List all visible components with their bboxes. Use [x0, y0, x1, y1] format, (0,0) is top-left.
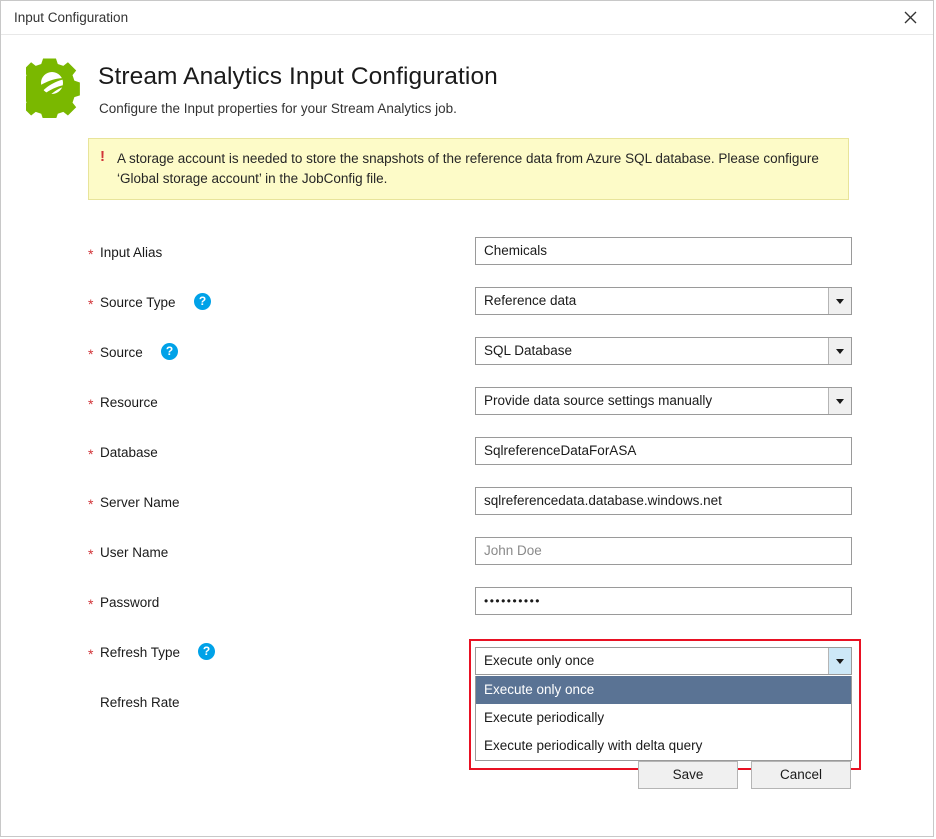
warning-icon: ! — [100, 148, 105, 165]
gear-leaf-logo-icon — [26, 56, 88, 118]
label-database: Database — [100, 445, 158, 460]
required-marker: * — [88, 596, 94, 612]
label-refresh-rate: Refresh Rate — [100, 695, 180, 710]
required-marker: * — [88, 546, 94, 562]
form-row-user-name — [1, 531, 933, 581]
page-header — [1, 34, 933, 129]
dropdown-option-execute-only-once[interactable]: Execute only once — [476, 676, 851, 704]
label-source-type: Source Type — [100, 295, 176, 310]
form-row-source — [1, 331, 933, 381]
form-row-database — [1, 431, 933, 481]
close-icon[interactable] — [887, 1, 933, 33]
label-refresh-type: Refresh Type — [100, 645, 181, 660]
label-source: Source — [100, 345, 143, 360]
help-icon-source[interactable]: ? — [161, 343, 178, 360]
required-marker: * — [88, 346, 94, 362]
window-title: Input Configuration — [14, 10, 129, 25]
save-button[interactable]: Save — [638, 761, 738, 789]
source-type-select[interactable] — [475, 287, 852, 315]
cancel-button[interactable]: Cancel — [751, 761, 851, 789]
resource-value: Provide data source settings manually — [484, 393, 713, 408]
required-marker: * — [88, 296, 94, 312]
required-marker: * — [88, 646, 94, 662]
page-title: Stream Analytics Input Configuration — [98, 63, 498, 90]
required-marker: * — [88, 496, 94, 512]
resource-select[interactable] — [475, 387, 852, 415]
refresh-type-select[interactable] — [475, 647, 852, 675]
required-marker: * — [88, 396, 94, 412]
help-icon-source-type[interactable]: ? — [194, 293, 211, 310]
label-resource: Resource — [100, 395, 158, 410]
chevron-down-icon[interactable] — [828, 338, 851, 364]
label-password: Password — [100, 595, 160, 610]
source-select[interactable] — [475, 337, 852, 365]
password-field[interactable]: •••••••••• — [475, 587, 852, 615]
warning-banner — [88, 138, 849, 200]
form-row-server-name — [1, 481, 933, 531]
required-marker: * — [88, 446, 94, 462]
chevron-down-icon[interactable] — [828, 388, 851, 414]
required-marker: * — [88, 246, 94, 262]
database-field[interactable]: SqlreferenceDataForASA — [475, 437, 852, 465]
form-row-resource — [1, 381, 933, 431]
dropdown-option-execute-periodically-delta[interactable]: Execute periodically with delta query — [484, 738, 703, 753]
user-name-field[interactable]: John Doe — [475, 537, 852, 565]
page-subtitle: Configure the Input properties for your Stream Analytics job. — [99, 101, 457, 116]
form-row-password — [1, 581, 933, 631]
form-row-input-alias — [1, 231, 933, 281]
dropdown-option-execute-periodically[interactable]: Execute periodically — [484, 710, 605, 725]
title-bar — [1, 1, 933, 35]
warning-text: A storage account is needed to store the snapshots of the reference data from Azure SQL database. Please configure ‘Global storage account’ in the JobConfig file. — [117, 151, 819, 186]
refresh-type-dropdown-list — [475, 676, 852, 761]
source-type-value: Reference data — [484, 293, 577, 308]
dialog-buttons — [1, 761, 933, 801]
label-user-name: User Name — [100, 545, 169, 560]
chevron-down-icon[interactable] — [828, 288, 851, 314]
label-server-name: Server Name — [100, 495, 180, 510]
source-value: SQL Database — [484, 343, 573, 358]
help-icon-refresh-type[interactable]: ? — [198, 643, 215, 660]
form-row-source-type — [1, 281, 933, 331]
chevron-down-icon[interactable] — [828, 648, 851, 674]
refresh-type-value: Execute only once — [484, 653, 595, 668]
server-name-field[interactable]: sqlreferencedata.database.windows.net — [475, 487, 852, 515]
input-alias-field[interactable]: Chemicals — [475, 237, 852, 265]
label-input-alias: Input Alias — [100, 245, 163, 260]
